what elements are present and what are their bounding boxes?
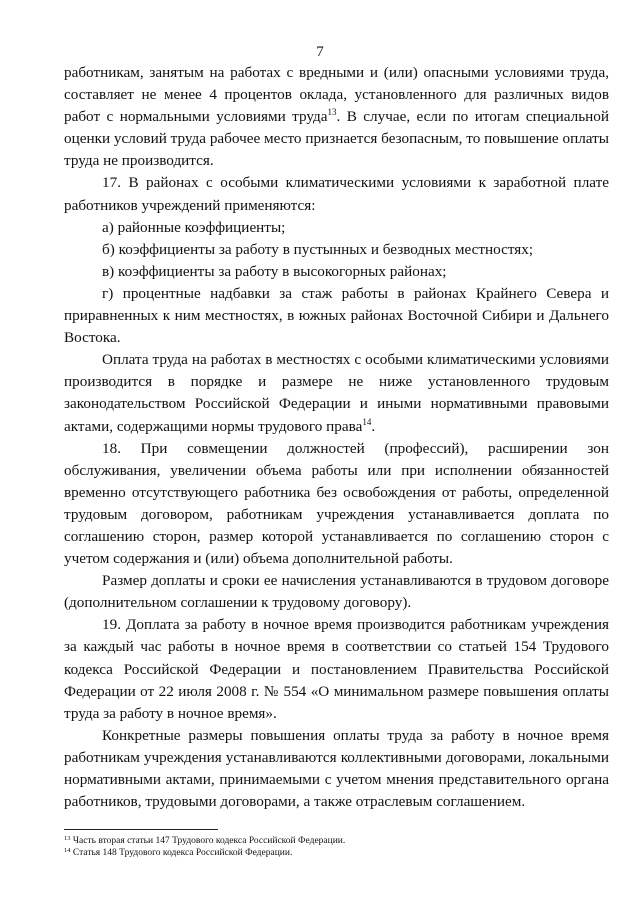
footnote-divider bbox=[64, 829, 218, 830]
list-item-v: в) коэффициенты за работу в высокогорных районах; bbox=[102, 262, 447, 280]
footnote-13 bbox=[64, 835, 609, 847]
document-body bbox=[64, 62, 609, 813]
footnotes bbox=[64, 835, 609, 859]
footnote-14 bbox=[64, 847, 609, 859]
footnote-text: Статья 148 Трудового кодекса Российской Федерации. bbox=[70, 848, 293, 858]
paragraph-19: 19. Доплата за работу в ночное время производится работникам учреждения за каждый час работы в ночное время в соответствии со статьей 154 Трудового кодекса Российской Федерации и постановлением Правительства Российской Федерации от 22 июля 2008 г. № 554 «О минимальном размере повышения оплаты труда за работу в ночное время». bbox=[64, 616, 609, 722]
paragraph-climate-pay: Оплата труда на работах в местностях с особыми климатическими условиями производится в порядке и размере не ниже установленного трудовым законодательством Российской Федерации и иными нормативными правовыми актами, содержащими нормы трудового права$^{14}$. bbox=[64, 351, 609, 435]
paragraph-18: 18. При совмещении должностей (профессий), расширении зон обслуживания, увеличении объема работы или при исполнении обязанностей временно отсутствующего работника без освобождения от работы, определенной трудовым договором, работникам учреждения устанавливается доплата по соглашению сторон, размер которой устанавливается по соглашению сторон с учетом содержания и (или) объема дополнительной работы. bbox=[64, 439, 609, 568]
paragraph-17: 17. В районах с особыми климатическими условиями к заработной плате работников учреждений применяются: bbox=[64, 174, 609, 214]
paragraph-16-continuation: работникам, занятым на работах с вредными и (или) опасными условиями труда, составляет не менее 4 процентов оклада, установленного для различных видов работ с нормальными условиями труда$^{13}$. В случае, если по итогам специальной оценки условий труда рабочее место признается безопасным, то повышение оплаты труда не производится. bbox=[64, 64, 609, 170]
list-item-a: а) районные коэффициенты; bbox=[102, 218, 286, 236]
footnote-ref-13: 13 bbox=[327, 107, 337, 118]
footnote-text: Часть вторая статьи 147 Трудового кодекса Российской Федерации. bbox=[70, 836, 346, 846]
footnote-ref-14: 14 bbox=[362, 416, 372, 427]
list-item-b: б) коэффициенты за работу в пустынных и безводных местностях; bbox=[102, 240, 534, 258]
paragraph-additional-pay: Размер доплаты и сроки ее начисления устанавливаются в трудовом договоре (дополнительном соглашении к трудовому договору). bbox=[64, 572, 609, 612]
paragraph-night-pay: Конкретные размеры повышения оплаты труда за работу в ночное время работникам учреждения устанавливаются коллективными договорами, локальными нормативными актами, принимаемыми с учетом мнения представительного органа работников, трудовыми договорами, а также отраслевым соглашением. bbox=[64, 726, 609, 811]
footnote-marker: 14 bbox=[64, 847, 71, 854]
footnote-marker: 13 bbox=[64, 835, 71, 842]
page-number: 7 bbox=[316, 44, 324, 60]
list-item-g: г) процентные надбавки за стаж работы в районах Крайнего Севера и приравненных к ним местностях, в южных районах Восточной Сибири и Дальнего Востока. bbox=[64, 284, 609, 347]
